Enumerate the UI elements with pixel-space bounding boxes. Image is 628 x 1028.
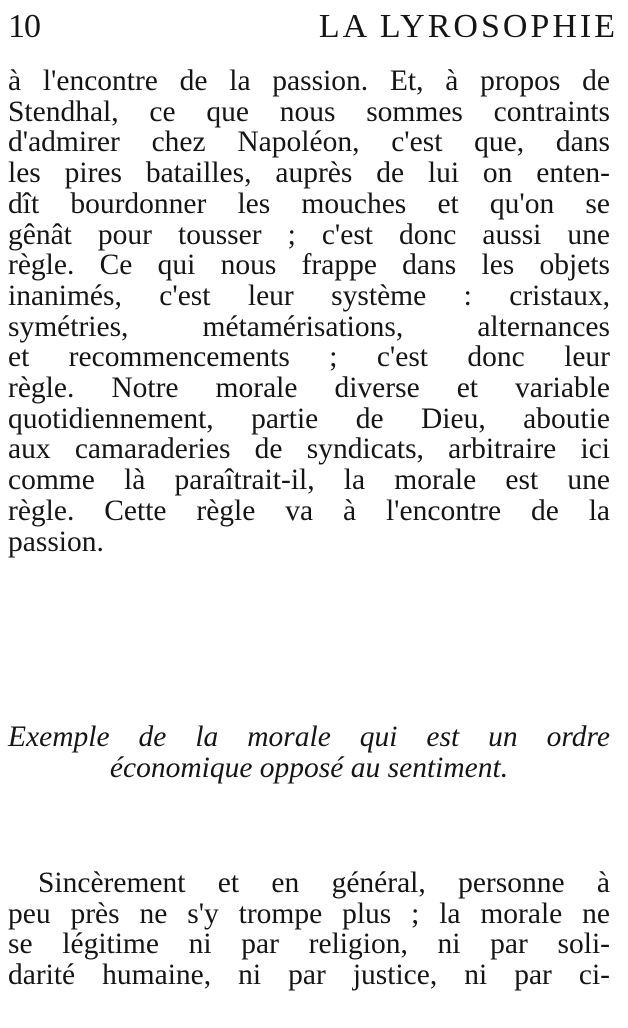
- section-heading: [8, 722, 610, 783]
- text-line: aux camaraderies de syndicats, arbitraire ici: [8, 433, 610, 466]
- text-line: à l'encontre de la passion. Et, à propos de: [8, 65, 610, 97]
- body-paragraph-2: [8, 868, 610, 991]
- text-line: symétries, métamérisations, alternances: [8, 310, 610, 343]
- running-title: LA LYROSOPHIE: [318, 8, 618, 45]
- page-header: [8, 2, 618, 52]
- text-line: gênât pour tousser ; c'est donc aussi une: [8, 218, 610, 251]
- text-line: règle. Ce qui nous frappe dans les objets: [8, 249, 610, 282]
- text-line: dît bourdonner les mouches et qu'on se: [8, 187, 610, 220]
- text-line: règle. Notre morale diverse et variable: [8, 372, 610, 405]
- text-line: darité humaine, ni par justice, ni par ci-: [8, 959, 610, 992]
- section-heading-line-2: économique opposé au sentiment.: [109, 751, 509, 784]
- page-number: 10: [8, 8, 40, 45]
- text-line: d'admirer chez Napoléon, c'est que, dans: [8, 126, 610, 159]
- text-line: et recommencements ; c'est donc leur: [8, 341, 610, 374]
- section-heading-line-1: Exemple de la morale qui est un ordre: [8, 721, 610, 753]
- text-line: passion.: [8, 525, 104, 558]
- text-line: Sincèrement et en général, personne à: [38, 867, 610, 899]
- text-line: comme là paraîtrait-il, la morale est une: [8, 464, 610, 497]
- text-line: Stendhal, ce que nous sommes contraints: [8, 95, 610, 128]
- text-line: quotidiennement, partie de Dieu, aboutie: [8, 402, 610, 435]
- text-line: peu près ne s'y trompe plus ; la morale ne: [8, 897, 610, 930]
- text-line: les pires batailles, auprès de lui on enten-: [8, 157, 610, 190]
- text-line: inanimés, c'est leur système : cristaux,: [8, 279, 610, 312]
- text-line: se légitime ni par religion, ni par soli-: [8, 928, 610, 961]
- body-paragraph-1: [8, 66, 610, 557]
- text-line: règle. Cette règle va à l'encontre de la: [8, 494, 610, 527]
